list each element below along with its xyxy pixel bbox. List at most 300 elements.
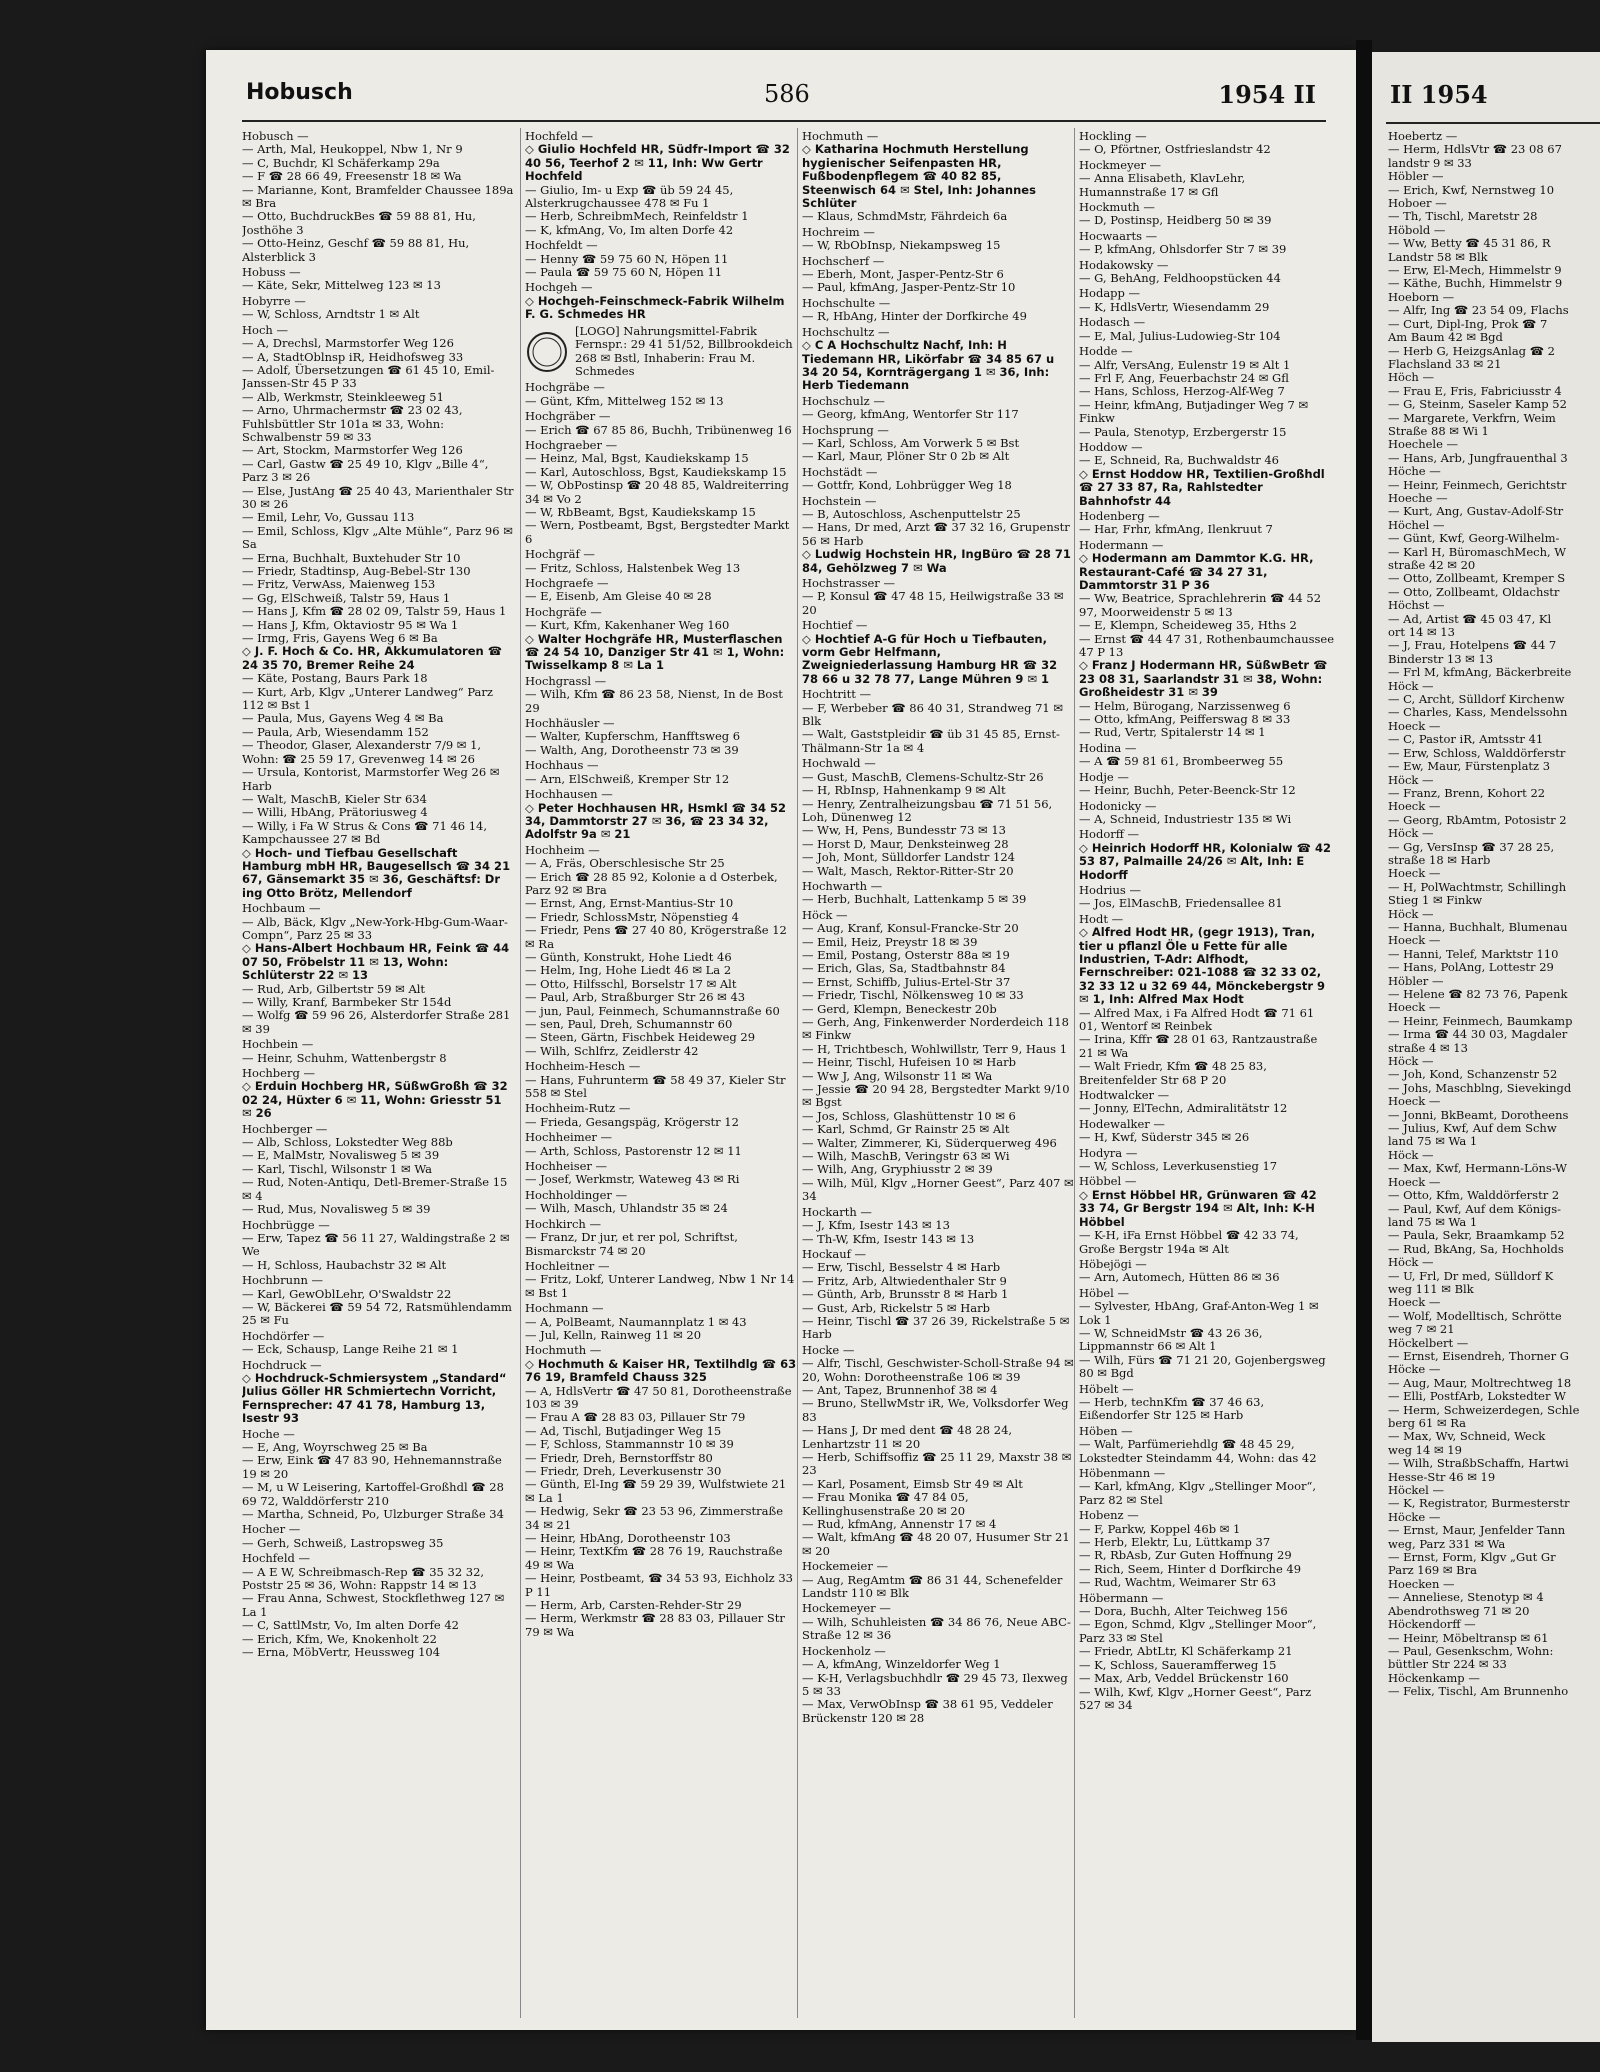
directory-entry: — Friedr, SchlossMstr, Nöpenstieg 4 [525, 909, 739, 924]
directory-entry: — Walt, Parfümeriehdlg ☎ 48 45 29, Lokstedter Steindamm 44, Wohn: das 42 [1079, 1437, 1317, 1465]
page-header-year: 1954 II [1218, 80, 1316, 109]
directory-entry: — Erw, Schloss, Walddörferstr [1388, 745, 1566, 760]
surname-heading: Höcke — [1388, 1362, 1441, 1377]
directory-entry: — Henry, Zentralheizungsbau ☎ 71 51 56, Loh, Dünenweg 12 [802, 796, 1053, 824]
surname-heading: Hoeck — [1388, 866, 1441, 881]
surname-heading: Höbelt — [1079, 1381, 1134, 1396]
page-header-name: Hobusch [246, 80, 353, 105]
surname-heading: Hochgrassl — [525, 673, 607, 688]
firm-entry: ◇ Peter Hochhausen HR, Hsmkl ☎ 34 52 34, Dammtorstr 27 ✉ 36, ☎ 23 34 32, Adolfstr 9a ✉ 21 [525, 800, 786, 842]
directory-entry: — Heinr, Feinmech, Baumkamp [1388, 1013, 1573, 1028]
directory-entry: — Felix, Tischl, Am Brunnenho [1388, 1684, 1569, 1699]
directory-entry: — Heinr, Möbeltransp ✉ 61 [1388, 1630, 1549, 1645]
directory-entry: — E, Schneid, Ra, Buchwaldstr 46 [1079, 453, 1279, 468]
directory-entry: — Friedr, Pens ☎ 27 40 80, Krögerstraße 12 ✉ Ra [525, 923, 787, 951]
surname-heading: Höckendorff — [1388, 1617, 1476, 1632]
directory-entry: — Rud, kfmAng, Annenstr 17 ✉ 4 [802, 1517, 997, 1532]
firm-entry: ◇ Hochmuth & Kaiser HR, Textilhdlg ☎ 63 76 19, Bramfeld Chauss 325 [525, 1356, 797, 1385]
directory-entry: — W, RbObInsp, Niekampsweg 15 [802, 238, 1001, 253]
directory-entry: — J, Kfm, Isestr 143 ✉ 13 [802, 1218, 950, 1233]
surname-heading: Hochstrasser — [802, 576, 895, 590]
surname-heading: Hodewalker — [1079, 1116, 1165, 1131]
directory-entry: — Paula, Arb, Wiesendamm 152 [242, 724, 429, 739]
directory-entry: — Bruno, StellwMstr iR, We, Volksdorfer Weg 83 [802, 1396, 1069, 1424]
surname-heading: Hochholdinger — [525, 1187, 628, 1202]
surname-heading: Höchst — [1388, 598, 1445, 613]
facing-header-rule [1386, 122, 1600, 124]
directory-entry: — Friedr, Dreh, Leverkusenstr 30 [525, 1464, 722, 1478]
directory-entry: — Alfred Max, i Fa Alfred Hodt ☎ 71 61 01, Wentorf ✉ Reinbek [1079, 1005, 1315, 1033]
directory-entry: — Walt, Gaststpleidir ☎ üb 31 45 85, Ernst-Thälmann-Str 1a ✉ 4 [802, 727, 1060, 755]
directory-entry: — Ad, Artist ☎ 45 03 47, Kl [1388, 611, 1552, 626]
directory-entry: — C, Buchdr, Kl Schäferkamp 29a [242, 155, 440, 170]
directory-entry: — Max, Kwf, Hermann-Löns-W [1388, 1161, 1567, 1176]
firm-entry: ◇ Hochdruck-Schmiersystem „Standard“ Julius Göller HR Schmiertechn Vorricht, Fernsprecher: 47 41 78, Hamburg 13, Isestr 93 [242, 1370, 507, 1426]
surname-heading: Hochfeldt — [525, 238, 598, 253]
surname-heading: Hochschultz — [802, 324, 890, 339]
directory-entry: — Gottfr, Kond, Lohbrügger Weg 18 [802, 478, 1012, 493]
surname-heading: Hoddow — [1079, 439, 1143, 454]
directory-entry: — Jul, Kelln, Rainweg 11 ✉ 20 [525, 1327, 702, 1342]
directory-entry: — Willi, HbAng, Prätoriusweg 4 [242, 805, 428, 820]
directory-entry: — Joh, Mont, Sülldorfer Landstr 124 [802, 850, 1015, 865]
directory-entry: — Giulio, Im- u Exp ☎ üb 59 24 45, Alsterkrugchaussee 478 ✉ Fu 1 [525, 182, 734, 211]
directory-entry: — P, Konsul ☎ 47 48 15, Heilwigstraße 33 ✉ 20 [802, 589, 1064, 617]
directory-entry: — Gerh, Schweiß, Lastropsweg 35 [242, 1535, 444, 1550]
surname-heading: Hochgräber — [525, 409, 611, 424]
surname-heading: Hochtief — [802, 618, 868, 633]
surname-heading: Hoeck — [1388, 933, 1441, 948]
surname-heading: Parz 169 ✉ Bra [1388, 1563, 1477, 1578]
directory-entry: — Erna, MöbVertr, Heussweg 104 [242, 1645, 441, 1660]
surname-heading: Hochstädt — [802, 464, 878, 479]
directory-entry: — Ernst, Eisendreh, Thorner G [1388, 1348, 1569, 1363]
surname-heading: Höcke — [1388, 1509, 1441, 1524]
surname-heading: Stieg 1 ✉ Finkw [1388, 893, 1483, 908]
directory-entry: — Kurt, Arb, Klgv „Unterer Landweg“ Parz 112 ✉ Bst 1 [242, 684, 493, 713]
surname-heading: Hochberg — [242, 1066, 315, 1081]
directory-entry: — H, Schloss, Haubachstr 32 ✉ Alt [242, 1257, 447, 1272]
surname-heading: straße 4 ✉ 13 [1388, 1040, 1468, 1055]
directory-entry: — Paula ☎ 59 75 60 N, Höpen 11 [525, 265, 723, 280]
directory-entry: — Wilh, StraßbSchaffn, Hartwi [1388, 1456, 1569, 1471]
surname-heading: Höbermann — [1079, 1590, 1164, 1605]
surname-heading: Hobuss — [242, 265, 301, 280]
surname-heading: Hochtritt — [802, 687, 871, 702]
directory-entry: — Hans, Arb, Jungfrauenthal 3 [1388, 450, 1568, 465]
directory-entry: — Emil, Postang, Osterstr 88a ✉ 19 [802, 947, 1010, 962]
directory-entry: — E, Eisenb, Am Gleise 40 ✉ 28 [525, 589, 712, 604]
surname-heading: Hochmuth — [802, 129, 879, 143]
surname-heading: Hochmann — [525, 1301, 604, 1316]
directory-entry: — Alb, Werkmstr, Steinkleeweg 51 [242, 389, 444, 404]
directory-entry: — Hedwig, Sekr ☎ 23 53 96, Zimmerstraße 34 ✉ 21 [525, 1504, 783, 1532]
surname-heading: Hockling — [1079, 129, 1147, 143]
surname-heading: Hochgraefe — [525, 576, 609, 590]
directory-entry: — Ww J, Ang, Wilsonstr 11 ✉ Wa [802, 1068, 993, 1083]
surname-heading: Hodyra — [1079, 1145, 1138, 1160]
directory-entry: — Fritz, Arb, Altwiedenthaler Str 9 [802, 1273, 1007, 1288]
directory-entry: — Ernst, Form, Klgv „Gut Gr [1388, 1550, 1556, 1565]
book-gutter [1356, 40, 1372, 2040]
surname-heading: Hochdörfer — [242, 1328, 325, 1343]
directory-entry: — Franz, Dr jur, et rer pol, Schriftst, Bismarckstr 74 ✉ 20 [525, 1230, 738, 1258]
surname-heading: Hodorff — [1079, 827, 1140, 842]
directory-entry: — Erw, Eink ☎ 47 83 90, Hehnemannstraße 19 ✉ 20 [242, 1453, 502, 1481]
directory-entry: — Ww, Betty ☎ 45 31 86, R [1388, 236, 1551, 251]
directory-entry: — Walth, Ang, Dorotheenstr 73 ✉ 39 [525, 742, 739, 757]
directory-entry: — Carl, Gastw ☎ 25 49 10, Klgv „Bille 4“, Parz 3 ✉ 26 [242, 456, 489, 485]
surname-heading: Hocher — [242, 1522, 301, 1537]
directory-entry: — Aug, Kranf, Konsul-Francke-Str 20 [802, 921, 1019, 936]
directory-entry: — Gerd, Klempn, Beneckestr 20b [802, 1001, 997, 1016]
directory-entry: — Erich, Glas, Sa, Stadtbahnstr 84 [802, 961, 1006, 976]
factory-seal-icon [525, 330, 569, 374]
directory-entry: — G, BehAng, Feldhoopstücken 44 [1079, 271, 1281, 286]
surname-heading: Hochheim-Rutz — [525, 1101, 631, 1116]
directory-entry: — Rud, Mus, Novalisweg 5 ✉ 39 [242, 1202, 431, 1217]
directory-entry: — Erich ☎ 67 85 86, Buchh, Tribünenweg 16 [525, 422, 792, 437]
directory-entry: — Jonni, BkBeamt, Dorotheens [1388, 1107, 1569, 1122]
directory-entry: — Ernst ☎ 44 47 31, Rothenbaumchaussee 47 P 13 [1079, 631, 1335, 660]
directory-entry: — Friedr, Tischl, Nölkensweg 10 ✉ 33 [802, 988, 1024, 1003]
directory-entry: — Hanna, Buchhalt, Blumenau [1388, 919, 1568, 934]
directory-entry: — Karl, kfmAng, Klgv „Stellinger Moor“, Parz 82 ✉ Stel [1079, 1479, 1317, 1507]
directory-entry: — P, kfmAng, Ohlsdorfer Str 7 ✉ 39 [1079, 242, 1287, 257]
directory-entry: — Irma ☎ 44 30 03, Magdaler [1388, 1027, 1568, 1042]
directory-entry: — Art, Stockm, Marmstorfer Weg 126 [242, 443, 463, 458]
surname-heading: Hochschulz — [802, 393, 885, 408]
directory-entry: — Wern, Postbeamt, Bgst, Bergstedter Markt 6 [525, 518, 790, 546]
directory-entry: — Joh, Kond, Schanzenstr 52 [1388, 1067, 1558, 1082]
directory-entry: — Otto, Zollbeamt, Oldachstr [1388, 584, 1560, 599]
surname-heading: Höbejögi — [1079, 1256, 1147, 1271]
surname-heading: Hochheiser — [525, 1159, 608, 1174]
directory-entry: — Rud, Arb, Gilbertstr 59 ✉ Alt [242, 981, 426, 996]
surname-heading: Hockemeier — [802, 1559, 889, 1574]
directory-entry: — Margarete, Verkfrn, Weim [1388, 410, 1556, 425]
directory-entry: — Paul, Arb, Straßburger Str 26 ✉ 43 [525, 990, 746, 1005]
directory-entry: — Jessie ☎ 20 94 28, Bergstedter Markt 9/10 ✉ Bgst [802, 1082, 1070, 1110]
directory-entry: — W, Bäckerei ☎ 59 54 72, Ratsmühlendamm 25 ✉ Fu [242, 1299, 512, 1328]
directory-entry: — Arth, Mal, Heukoppel, Nbw 1, Nr 9 [242, 142, 463, 157]
directory-entry: — Paul, Kwf, Auf dem Königs- [1388, 1201, 1562, 1216]
surname-heading: berg 61 ✉ Ra [1388, 1416, 1467, 1430]
directory-entry: — Rud, Vertr, Spitalerstr 14 ✉ 1 [1079, 725, 1266, 740]
directory-entry: — Alb, Schloss, Lokstedter Weg 88b [242, 1135, 453, 1150]
directory-entry: — Walter, Zimmerer, Ki, Süderquerweg 496 [802, 1135, 1057, 1150]
directory-entry: — Eberh, Mont, Jasper-Pentz-Str 6 [802, 267, 1004, 282]
directory-entry: — Curt, Dipl-Ing, Prok ☎ 7 [1388, 316, 1548, 331]
surname-heading: Höck — [1388, 1255, 1434, 1270]
directory-entry: — Hans J, Kfm ☎ 28 02 09, Talstr 59, Haus 1 [242, 604, 507, 619]
directory-entry: — Erich ☎ 28 85 92, Kolonie a d Osterbek, Parz 92 ✉ Bra [525, 869, 778, 897]
directory-entry: — Frau E, Fris, Fabriciusstr 4 [1388, 383, 1562, 398]
directory-entry: — A, StadtOblnsp iR, Heidhofsweg 33 [242, 349, 464, 364]
directory-entry: — Jos, Schloss, Glashüttenstr 10 ✉ 6 [802, 1108, 1016, 1123]
directory-entry: — A E W, Schreibmasch-Rep ☎ 35 32 32, Poststr 25 ✉ 36, Wohn: Rappstr 14 ✉ 13 [242, 1564, 485, 1593]
surname-heading: Hoechele — [1388, 437, 1459, 452]
surname-heading: Hochbaum — [242, 901, 321, 916]
directory-entry: — Ernst, Maur, Jenfelder Tann [1388, 1523, 1566, 1538]
directory-entry: — Herb, Elektr, Lu, Lüttkamp 37 [1079, 1535, 1271, 1550]
directory-entry: — Steen, Gärtn, Fischbek Heideweg 29 [525, 1030, 756, 1045]
directory-entry: — Ew, Maur, Fürstenplatz 3 [1388, 759, 1551, 774]
directory-entry: — sen, Paul, Dreh, Schumannstr 60 [525, 1017, 733, 1031]
directory-entry: — E, Mal, Julius-Ludowieg-Str 104 [1079, 328, 1281, 343]
directory-entry: — Wilh, Mül, Klgv „Horner Geest“, Parz 407 ✉ 34 [802, 1175, 1074, 1204]
surname-heading: Hochscherf — [802, 253, 885, 268]
surname-heading: Binderstr 13 ✉ 13 [1388, 651, 1494, 666]
directory-entry: — F, Parkw, Koppel 46b ✉ 1 [1079, 1521, 1241, 1536]
directory-entry: — Marianne, Kont, Bramfelder Chaussee 189a ✉ Bra [242, 182, 514, 211]
surname-heading: weg 111 ✉ Blk [1388, 1281, 1474, 1296]
directory-entry: — A, Drechsl, Marmstorfer Weg 126 [242, 336, 454, 351]
firm-entry: ◇ Hochgeh-Feinschmeck-Fabrik Wilhelm F. G. Schmedes HR [525, 293, 785, 322]
surname-heading: Hoeck — [1388, 718, 1441, 733]
surname-heading: Straße 88 ✉ Wi 1 [1388, 423, 1489, 438]
directory-entry: — H, PolWachtmstr, Schillingh [1388, 879, 1567, 894]
surname-heading: Hodde — [1079, 344, 1133, 359]
directory-entry: — H, RbInsp, Hahnenkamp 9 ✉ Alt [802, 783, 1006, 798]
surname-heading: Hodtwalcker — [1079, 1088, 1170, 1103]
directory-entry: — Käte, Sekr, Mittelweg 123 ✉ 13 [242, 278, 441, 293]
surname-heading: Hoboer — [1388, 196, 1447, 211]
surname-heading: Höbler — [1388, 973, 1444, 988]
directory-entry: — Heinr, Feinmech, Gerichtstr [1388, 477, 1567, 492]
directory-entry: — Emil, Lehr, Vo, Gussau 113 [242, 510, 415, 525]
surname-heading: Hockarth — [802, 1204, 872, 1219]
directory-entry: — Max, Arb, Veddel Brückenstr 160 [1079, 1671, 1289, 1686]
directory-entry: — W, SchneidMstr ☎ 43 26 36, Lippmannstr 66 ✉ Alt 1 [1079, 1325, 1263, 1354]
surname-heading: Höck — [1388, 906, 1434, 921]
firm-entry: ◇ Giulio Hochfeld HR, Südfr-Import ☎ 32 40 56, Teerhof 2 ✉ 11, Inh: Ww Gertr Hochfeld [525, 142, 790, 184]
directory-entry: — W, Schloss, Leverkusenstieg 17 [1079, 1159, 1278, 1174]
directory-entry: — Heinz, Mal, Bgst, Kaudiekskamp 15 [525, 451, 749, 466]
directory-entry: — M, u W Leisering, Kartoffel-Großhdl ☎ 28 69 72, Walddörferstr 210 [242, 1480, 504, 1508]
directory-entry: — Friedr, Dreh, Bernstorffstr 80 [525, 1450, 713, 1465]
directory-entry: — Frau A ☎ 28 83 03, Pillauer Str 79 [525, 1410, 746, 1425]
directory-entry: — Günt, Kwf, Georg-Wilhelm- [1388, 531, 1560, 546]
firm-logo-entry [525, 325, 797, 379]
directory-entry: — Gg, VersInsp ☎ 37 28 25, [1388, 839, 1555, 854]
directory-entry: — Wilh, Schuhleisten ☎ 34 86 76, Neue ABC-Straße 12 ✉ 36 [802, 1614, 1071, 1643]
directory-entry: — Karl, Posament, Eimsb Str 49 ✉ Alt [802, 1476, 1023, 1491]
firm-entry: ◇ Alfred Hodt HR, (gegr 1913), Tran, tier u pflanzl Öle u Fette für alle Industrien, T-Adr: Alfhodt, Fernschreiber: 021-1088 ☎ 32 33 02, 32 33 12 u 32 69 44, Mönckebergstr 9 ✉ 1, Inh: Alfred Max Hodt [1079, 925, 1326, 1007]
directory-entry: — Ww, H, Pens, Bundesstr 73 ✉ 13 [802, 823, 1006, 838]
directory-page [206, 50, 1356, 2030]
directory-entry: — Günth, Arb, Brunsstr 8 ✉ Harb 1 [802, 1287, 1009, 1302]
directory-entry: — D, Postinsp, Heidberg 50 ✉ 39 [1079, 213, 1272, 228]
directory-entry: — Heinr, Schuhm, Wattenbergstr 8 [242, 1050, 447, 1065]
directory-entry: — Ww, Beatrice, Sprachlehrerin ☎ 44 52 97, Moorweidenstr 5 ✉ 13 [1079, 591, 1322, 619]
surname-heading: Höbel — [1079, 1285, 1129, 1300]
surname-heading: Hobusch — [242, 129, 309, 143]
directory-entry: — Wilh, Fürs ☎ 71 21 20, Gojenbergsweg 80 ✉ Bgd [1079, 1352, 1326, 1381]
directory-entry: — Max, Wv, Schneid, Weck [1388, 1429, 1546, 1444]
surname-heading: Hochreim — [802, 224, 875, 239]
surname-heading: Hoche — [242, 1426, 295, 1441]
surname-heading: Höckel — [1388, 1483, 1445, 1498]
directory-entry: — Horst D, Maur, Denksteinweg 28 [802, 836, 1009, 851]
surname-heading: Hochsprung — [802, 422, 889, 437]
directory-entry: — Anna Elisabeth, KlavLehr, Humannstraße 17 ✉ Gfl [1079, 171, 1246, 199]
surname-heading: büttler Str 224 ✉ 33 [1388, 1657, 1507, 1672]
surname-heading: Hodina — [1079, 740, 1137, 755]
directory-entry: — Fritz, Lokf, Unterer Landweg, Nbw 1 Nr 14 ✉ Bst 1 [525, 1272, 795, 1300]
directory-entry: — W, Schloss, Arndtstr 1 ✉ Alt [242, 307, 420, 322]
surname-heading: Höbbel — [1079, 1174, 1137, 1189]
directory-entry: — Herm, Schweizerdegen, Schle [1388, 1402, 1580, 1417]
directory-entry: — Otto, Hilfsschl, Borselstr 17 ✉ Alt [525, 976, 737, 991]
surname-heading: weg 7 ✉ 21 [1388, 1322, 1455, 1337]
directory-entry: — Gerh, Ang, Finkenwerder Norderdeich 118 ✉ Finkw [802, 1015, 1069, 1043]
directory-entry: — C, SattlMstr, Vo, Im alten Dorfe 42 [242, 1618, 459, 1633]
directory-entry: — Rud, Wachtm, Weimarer Str 63 [1079, 1575, 1277, 1590]
surname-heading: Hoch — [242, 322, 288, 337]
surname-heading: Hockenholz — [802, 1643, 886, 1658]
firm-entry: ◇ Hoch- und Tiefbau Gesellschaft Hamburg mbH HR, Baugesellsch ☎ 34 21 67, Gänsemarkt 35 ✉ 36, Geschäftsf: Dr ing Otto Brötz, Mellendorf [242, 845, 511, 900]
directory-entry: — Elli, PostfArb, Lokstedter W [1388, 1389, 1566, 1404]
surname-heading: Hochhäusler — [525, 716, 615, 731]
directory-entry: — Wilh, Schlfrz, Zeidlerstr 42 [525, 1043, 699, 1058]
directory-entry: — G, Steinm, Saseler Kamp 52 [1388, 397, 1567, 412]
firm-entry: ◇ Franz J Hodermann HR, SüßwBetr ☎ 23 08 31, Saarlandstr 31 ✉ 38, Wohn: Großheidestr 31 ✉ 39 [1079, 658, 1328, 700]
directory-entry: — J, Frau, Hotelpens ☎ 44 7 [1388, 638, 1557, 653]
directory-entry: — Herb, SchreibmMech, Reinfeldstr 1 [525, 209, 749, 224]
directory-entry: — Walt, Masch, Rektor-Ritter-Str 20 [802, 863, 1014, 878]
directory-entry: — Theodor, Glaser, Alexanderstr 7/9 ✉ 1, Wohn: ☎ 25 59 17, Grevenweg 14 ✉ 26 [242, 738, 482, 766]
directory-entry: — Walt, kfmAng ☎ 48 20 07, Husumer Str 21 ✉ 20 [802, 1530, 1070, 1558]
directory-entry: — A, Fräs, Oberschlesische Str 25 [525, 856, 725, 871]
surname-heading: Hochwarth — [802, 878, 883, 893]
directory-entry: — Erw, Tapez ☎ 56 11 27, Waldingstraße 2 ✉ We [242, 1230, 510, 1259]
surname-heading: Abendrothsweg 71 ✉ 20 [1388, 1603, 1530, 1618]
firm-entry: ◇ Ernst Höbbel HR, Grünwaren ☎ 42 33 74, Gr Bergstr 194 ✉ Alt, Inh: K-H Höbbel [1079, 1187, 1317, 1229]
directory-entry: — Herb, Schiffsoffiz ☎ 25 11 29, Maxstr 38 ✉ 23 [802, 1450, 1072, 1478]
directory-entry: — Th, Tischl, Maretstr 28 [1388, 209, 1538, 224]
directory-entry: — Günt, Kfm, Mittelweg 152 ✉ 13 [525, 393, 724, 408]
directory-entry: — Hans J, Dr med dent ☎ 48 28 24, Lenhartzstr 11 ✉ 20 [802, 1423, 1013, 1451]
directory-entry: — Otto-Heinz, Geschf ☎ 59 88 81, Hu, Alsterblick 3 [242, 236, 470, 264]
directory-entry: — Klaus, SchmdMstr, Fährdeich 6a [802, 209, 1008, 224]
directory-entry: — Helm, Bürogang, Narzissenweg 6 [1079, 698, 1291, 713]
surname-heading: Hockmuth — [1079, 200, 1155, 215]
directory-entry: — Hans, Dr med, Arzt ☎ 37 32 16, Grupenstr 56 ✉ Harb [802, 520, 1070, 548]
surname-heading: Höck — [1388, 1054, 1434, 1069]
surname-heading: Hochgräfe — [525, 604, 602, 619]
directory-entry: — A, Schneid, Industriestr 135 ✉ Wi [1079, 811, 1292, 826]
directory-entry: — Helene ☎ 82 73 76, Papenk [1388, 987, 1568, 1001]
directory-entry: — Aug, RegAmtm ☎ 86 31 44, Schenefelder Landstr 110 ✉ Blk [802, 1572, 1063, 1601]
surname-heading: Hoeck — [1388, 1295, 1441, 1310]
surname-heading: Höch — [1388, 370, 1434, 385]
directory-entry: — Frl M, kfmAng, Bäckerbreite [1388, 665, 1572, 680]
directory-entry: — F, Werbeber ☎ 86 40 31, Strandweg 71 ✉ Blk [802, 700, 1064, 729]
directory-entry: — Paula, Mus, Gayens Weg 4 ✉ Ba [242, 711, 444, 726]
directory-entry: — Max, VerwObInsp ☎ 38 61 95, Veddeler Brückenstr 120 ✉ 28 [802, 1697, 1053, 1725]
directory-entry: — B, Autoschloss, Aschenputtelstr 25 [802, 506, 1021, 521]
directory-entry: — Kurt, Kfm, Kakenhaner Weg 160 [525, 618, 730, 633]
directory-entry: — Günth, Konstrukt, Hohe Liedt 46 [525, 949, 732, 964]
surname-heading: Hochgräf — [525, 547, 595, 562]
surname-heading: Hochhausen — [525, 787, 613, 802]
surname-heading: Hoeck — [1388, 1000, 1441, 1015]
surname-heading: Hochbein — [242, 1037, 314, 1052]
surname-heading: Hoecken — [1388, 1576, 1455, 1591]
directory-entry: — Herm, Arb, Carsten-Rehder-Str 29 [525, 1598, 742, 1613]
directory-entry: — Charles, Kass, Mendelssohn [1388, 705, 1568, 720]
surname-heading: Hodapp — [1079, 286, 1141, 301]
directory-entry: — Heinr, kfmAng, Butjadinger Weg 7 ✉ Finkw [1079, 397, 1309, 426]
directory-entry: — Arn, Automech, Hütten 86 ✉ 36 [1079, 1270, 1280, 1285]
directory-entry: — Kurt, Ang, Gustav-Adolf-Str [1388, 504, 1564, 519]
directory-entry: — Käthe, Buchh, Himmelstr 9 [1388, 276, 1563, 291]
surname-heading: Hoeck — [1388, 799, 1441, 814]
directory-entry: — Rud, Noten-Antiqu, Detl-Bremer-Straße 15 ✉ 4 [242, 1175, 508, 1203]
directory-entry: — Erich, Kwf, Nernstweg 10 [1388, 182, 1555, 197]
surname-heading: Hobenz — [1079, 1508, 1139, 1523]
directory-entry: — W, RbBeamt, Bgst, Kaudiekskamp 15 [525, 504, 756, 519]
directory-entry: — Karl H, BüromaschMech, W [1388, 544, 1567, 559]
directory-entry: — Irmg, Fris, Gayens Weg 6 ✉ Ba [242, 631, 438, 646]
directory-entry: — F, Schloss, Stammannstr 10 ✉ 39 [525, 1437, 734, 1452]
firm-entry: ◇ J. F. Hoch & Co. HR, Akkumulatoren ☎ 24 35 70, Bremer Reihe 24 [242, 644, 503, 672]
directory-entry: — Gust, MaschB, Clemens-Schultz-Str 26 [802, 769, 1044, 784]
directory-entry: — Erich, Kfm, We, Knokenholt 22 [242, 1631, 437, 1646]
surname-heading: Hochwald — [802, 756, 876, 771]
directory-entry: — Willy, i Fa W Strus & Cons ☎ 71 46 14, Kampchaussee 27 ✉ Bd [242, 818, 487, 847]
surname-heading: weg 14 ✉ 19 [1388, 1442, 1462, 1457]
directory-entry: — A, kfmAng, Winzeldorfer Weg 1 [802, 1657, 1001, 1672]
surname-heading: Höckelbert — [1388, 1335, 1469, 1350]
directory-entry: — Rich, Seem, Hinter d Dorfkirche 49 [1079, 1561, 1302, 1576]
surname-heading: Hodermann — [1079, 537, 1164, 552]
directory-entry: — H, Trichtbesch, Wohlwillstr, Terr 9, Haus 1 [802, 1041, 1068, 1056]
surname-heading: Hochbrügge — [242, 1217, 330, 1232]
surname-heading: Höckenkamp — [1388, 1670, 1480, 1685]
directory-entry: — Paul, Gesenkschm, Wohn: [1388, 1643, 1554, 1658]
surname-heading: Hochkirch — [525, 1216, 601, 1231]
firm-entry: ◇ Walter Hochgräfe HR, Musterflaschen ☎ 24 54 10, Danziger Str 41 ✉ 1, Wohn: Twisselkamp 8 ✉ La 1 [525, 631, 785, 673]
directory-entry: — R, RbAsb, Zur Guten Hoffnung 29 [1079, 1548, 1292, 1563]
directory-entry: — Franz, Brenn, Kohort 22 [1388, 785, 1546, 800]
directory-entry: — Gg, ElSchweiß, Talstr 59, Haus 1 [242, 590, 451, 605]
firm-entry: ◇ Ludwig Hochstein HR, IngBüro ☎ 28 71 84, Gehölzweg 7 ✉ Wa [802, 547, 1071, 575]
surname-heading: Hochdruck — [242, 1357, 322, 1372]
surname-heading: Hoeck — [1388, 1174, 1441, 1189]
directory-entry: — A, HdlsVertr ☎ 47 50 81, Dorotheenstraße 103 ✉ 39 [525, 1383, 792, 1411]
directory-entry: — Irina, Kffr ☎ 28 01 63, Rantzaustraße 21 ✉ Wa [1079, 1032, 1318, 1060]
directory-entry: — Wilh, MaschB, Veringstr 63 ✉ Wi [802, 1149, 1010, 1164]
directory-entry: — Karl, Schloss, Am Vorwerk 5 ✉ Bst [802, 435, 1020, 450]
directory-entry: — Alfr, Ing ☎ 23 54 09, Flachs [1388, 303, 1569, 318]
surname-heading: Hockauf — [802, 1246, 867, 1261]
directory-entry: — Adolf, Übersetzungen ☎ 61 45 10, Emil-Janssen-Str 45 P 33 [242, 362, 495, 391]
firm-entry: ◇ Ernst Hoddow HR, Textilien-Großhdl ☎ 27 33 87, Ra, Rahlstedter Bahnhofstr 44 [1079, 466, 1325, 508]
directory-entry: — Käte, Postang, Baurs Park 18 [242, 671, 428, 686]
surname-heading: Hochheimer — [525, 1130, 613, 1145]
directory-entry: — Heinr, Tischl, Hufeisen 10 ✉ Harb [802, 1055, 1016, 1070]
directory-entry: — Else, JustAng ☎ 25 40 43, Marienthaler Str 30 ✉ 26 [242, 483, 514, 511]
directory-entry: — Arno, Uhrmachermstr ☎ 23 02 43, Fuhlsbüttler Str 101a ✉ 33, Wohn: Schwalbenstr 59 ✉ 33 [242, 403, 463, 444]
directory-entry: — Karl, Autoschloss, Bgst, Kaudiekskamp 15 [525, 464, 787, 479]
directory-entry: — R, HbAng, Hinter der Dorfkirche 49 [802, 309, 1027, 324]
surname-heading: Hochgraeber — [525, 437, 618, 452]
directory-entry: — K, HdlsVertr, Wiesendamm 29 [1079, 299, 1270, 314]
directory-entry: — Henny ☎ 59 75 60 N, Höpen 11 [525, 251, 729, 266]
directory-entry: — Helm, Ing, Hohe Liedt 46 ✉ La 2 [525, 963, 732, 978]
